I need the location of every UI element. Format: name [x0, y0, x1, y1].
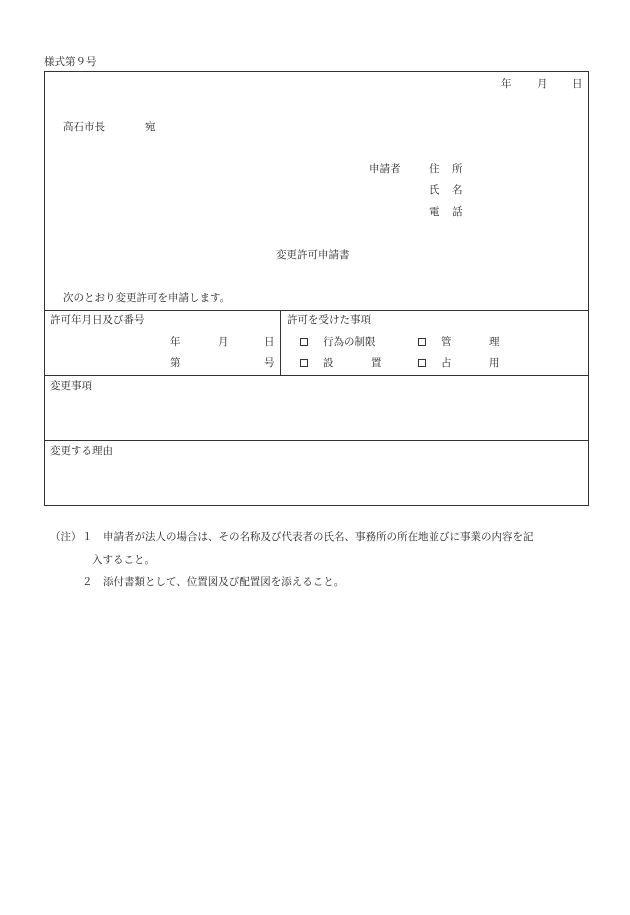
checkbox-square-icon: [418, 359, 426, 367]
date-month-label: 月: [537, 78, 548, 90]
permit-month-label: 月: [218, 336, 229, 348]
table-divider-row-1: [44, 375, 589, 376]
permit-number-prefix: 第: [170, 357, 181, 369]
permit-date-label: 許可年月日及び番号: [50, 314, 145, 326]
option-installation-char-2: 置: [371, 357, 382, 369]
option-occupancy-char-2: 用: [489, 357, 500, 369]
checkbox-management[interactable]: [418, 337, 426, 348]
table-divider-vertical: [280, 310, 281, 376]
permit-number-suffix: 号: [264, 357, 275, 369]
checkbox-square-icon: [300, 338, 308, 346]
option-action-restriction-label: 行為の制限: [323, 336, 376, 348]
addressee-city: 高石市長: [63, 121, 105, 133]
application-table: [44, 310, 589, 506]
applicant-phone-char-1: 電: [429, 206, 440, 218]
form-number: 様式第９号: [44, 56, 97, 68]
note-1-number: １: [82, 531, 93, 543]
applicant-address-char-1: 住: [429, 163, 440, 175]
checkbox-installation[interactable]: [300, 358, 308, 369]
option-installation-char-1: 設: [323, 357, 334, 369]
option-management-char-1: 管: [441, 336, 452, 348]
date-year-label: 年: [501, 78, 512, 90]
application-header-box: [44, 71, 589, 311]
applicant-label: 申請者: [369, 163, 401, 175]
note-2-line-1: 添付書類として、位置図及び配置図を添えること。: [103, 576, 345, 588]
note-1-line-1: 申請者が法人の場合は、その名称及び代表者の氏名、事務所の所在地並びに事業の内容を記: [103, 531, 534, 543]
form-title: 変更許可申請書: [276, 249, 350, 261]
applicant-name-char-1: 氏: [429, 184, 440, 196]
addressee-suffix: 宛: [145, 121, 156, 133]
table-divider-row-2: [44, 440, 589, 441]
permit-day-label: 日: [264, 336, 275, 348]
intro-text: 次のとおり変更許可を申請します。: [63, 292, 231, 304]
applicant-name-char-2: 名: [452, 184, 463, 196]
checkbox-action-restriction[interactable]: [300, 337, 308, 348]
applicant-address-char-2: 所: [452, 163, 463, 175]
change-reason-label: 変更する理由: [50, 445, 113, 457]
change-items-label: 変更事項: [50, 380, 92, 392]
checkbox-square-icon: [300, 359, 308, 367]
note-1-line-2: 入すること。: [92, 554, 155, 566]
notes-prefix: （注）: [50, 531, 82, 543]
permit-year-label: 年: [170, 336, 181, 348]
date-day-label: 日: [572, 78, 583, 90]
applicant-phone-char-2: 話: [452, 206, 463, 218]
permitted-matters-label: 許可を受けた事項: [287, 314, 371, 326]
checkbox-square-icon: [418, 338, 426, 346]
note-2-number: ２: [82, 576, 93, 588]
option-occupancy-char-1: 占: [441, 357, 452, 369]
checkbox-occupancy[interactable]: [418, 358, 426, 369]
option-management-char-2: 理: [489, 336, 500, 348]
